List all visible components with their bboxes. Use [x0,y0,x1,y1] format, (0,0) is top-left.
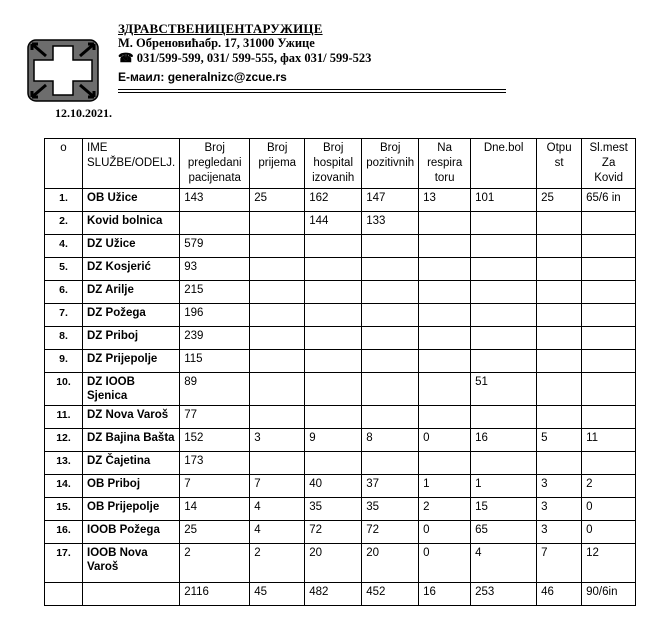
row-number: 9. [45,350,83,373]
table-cell [537,212,582,235]
table-cell [250,350,305,373]
table-row [45,373,636,406]
table-cell [582,406,636,429]
table-cell: 90/6in [582,583,636,606]
table-cell [419,258,471,281]
hospital-statistics-table [44,138,636,606]
table-cell: 2 [582,475,636,498]
service-name: DZ Kosjerić [83,258,180,281]
table-row [45,544,636,583]
table-cell: 16 [419,583,471,606]
table-cell [250,452,305,475]
table-row [45,521,636,544]
table-row [45,429,636,452]
table-cell [362,350,419,373]
table-cell: 15 [471,498,537,521]
table-cell [419,373,471,406]
table-cell: 4 [250,521,305,544]
table-row [45,327,636,350]
table-cell: 239 [180,327,250,350]
table-cell [537,350,582,373]
service-name: DZ Čajetina [83,452,180,475]
table-cell [582,304,636,327]
table-cell: 215 [180,281,250,304]
table-cell: 25 [180,521,250,544]
table-cell [180,212,250,235]
table-row [45,258,636,281]
header-divider [118,89,506,90]
row-number: 5. [45,258,83,281]
row-number: 15. [45,498,83,521]
table-cell: 16 [471,429,537,452]
table-cell: 7 [250,475,305,498]
table-cell: 7 [180,475,250,498]
table-cell: 37 [362,475,419,498]
table-cell [471,304,537,327]
table-cell [419,235,471,258]
row-number: 4. [45,235,83,258]
service-name: DZ Užice [83,235,180,258]
table-cell: 0 [419,544,471,583]
table-cell [582,212,636,235]
table-cell: 144 [305,212,362,235]
table-cell [250,304,305,327]
table-cell: 196 [180,304,250,327]
table-cell: 72 [305,521,362,544]
row-number: 1. [45,189,83,212]
table-cell [362,304,419,327]
table-cell [305,350,362,373]
service-name: DZ Bajina Bašta [83,429,180,452]
table-cell: 2 [250,544,305,583]
column-header: Sl.mest Za Kovid [582,139,636,189]
column-header: Broj pregledani pacijenata [180,139,250,189]
table-row [45,189,636,212]
table-row [45,281,636,304]
service-name: Kovid bolnica [83,212,180,235]
table-cell [250,373,305,406]
table-cell: 1 [419,475,471,498]
table-cell [305,304,362,327]
table-cell [419,327,471,350]
column-header: Broj pozitivnih [362,139,419,189]
row-number: 13. [45,452,83,475]
table-cell [250,281,305,304]
table-cell: 3 [537,475,582,498]
medical-cross-logo-icon [27,39,99,102]
table-cell [582,258,636,281]
header-divider [118,92,506,93]
table-cell [305,373,362,406]
table-cell [419,212,471,235]
table-cell [419,350,471,373]
row-number: 2. [45,212,83,235]
table-row [45,235,636,258]
table-cell: 9 [305,429,362,452]
table-cell [362,406,419,429]
service-name: OB Užice [83,189,180,212]
table-cell [471,212,537,235]
table-cell: 12 [582,544,636,583]
service-name: OB Priboj [83,475,180,498]
table-cell [305,452,362,475]
table-cell: 0 [582,521,636,544]
table-cell [362,235,419,258]
table-cell [537,373,582,406]
table-cell: 72 [362,521,419,544]
service-name: DZ Požega [83,304,180,327]
table-cell: 162 [305,189,362,212]
letterhead [118,22,371,84]
table-cell [362,281,419,304]
table-cell: 77 [180,406,250,429]
table-cell [362,452,419,475]
table-cell [250,327,305,350]
table-cell [305,258,362,281]
table-cell: 65/6 in [582,189,636,212]
table-cell [471,327,537,350]
table-cell: 2 [419,498,471,521]
table-row [45,452,636,475]
service-name: DZ Arilje [83,281,180,304]
column-header: Dne.bol [471,139,537,189]
table-cell [537,304,582,327]
table-row [45,212,636,235]
table-cell: 35 [305,498,362,521]
column-header: Broj prijema [250,139,305,189]
table-cell: 65 [471,521,537,544]
table-cell [419,304,471,327]
table-cell [362,258,419,281]
table-cell: 115 [180,350,250,373]
row-number: 12. [45,429,83,452]
service-name: IOOB Požega [83,521,180,544]
row-number: 17. [45,544,83,583]
table-cell [582,452,636,475]
table-cell: 143 [180,189,250,212]
table-row [45,406,636,429]
column-header: IME SLUŽBE/ODELJ. [83,139,180,189]
table-cell [537,281,582,304]
table-cell: 45 [250,583,305,606]
table-cell [537,406,582,429]
row-number [45,583,83,606]
table-cell [537,327,582,350]
table-cell: 0 [419,429,471,452]
service-name [83,583,180,606]
table-header-row [45,139,636,189]
table-cell: 253 [471,583,537,606]
column-header: o [45,139,83,189]
service-name: DZ Priboj [83,327,180,350]
column-header: Broj hospital izovanih [305,139,362,189]
table-cell: 4 [250,498,305,521]
table-cell: 147 [362,189,419,212]
table-cell: 35 [362,498,419,521]
row-number: 8. [45,327,83,350]
table-cell: 14 [180,498,250,521]
table-cell [537,258,582,281]
table-cell [250,235,305,258]
table-cell [537,452,582,475]
table-cell [419,452,471,475]
table-cell [582,235,636,258]
table-cell: 51 [471,373,537,406]
table-row [45,583,636,606]
table-row [45,498,636,521]
table-cell: 20 [305,544,362,583]
table-cell: 2116 [180,583,250,606]
table-cell [305,406,362,429]
organization-email: Е-маил: generalnizc@zcue.rs [118,70,287,84]
table-cell [362,373,419,406]
table-cell: 7 [537,544,582,583]
table-cell: 173 [180,452,250,475]
row-number: 11. [45,406,83,429]
organization-address: М. Обреновићабр. 17, 31000 Ужице [118,36,315,50]
table-cell: 3 [537,521,582,544]
service-name: DZ IOOB Sjenica [83,373,180,406]
table-cell: 3 [250,429,305,452]
table-cell [471,350,537,373]
table-cell [471,452,537,475]
table-cell: 40 [305,475,362,498]
table-cell: 46 [537,583,582,606]
report-date: 12.10.2021. [55,106,112,120]
organization-phones: ☎ 031/599-599, 031/ 599-555, фах 031/ 599-523 [118,51,372,65]
table-cell: 89 [180,373,250,406]
table-cell [250,258,305,281]
service-name: DZ Nova Varoš [83,406,180,429]
table-cell: 482 [305,583,362,606]
table-cell: 0 [419,521,471,544]
organization-name: ЗДРАВСТВЕНИЦЕНТАРУЖИЦЕ [118,21,323,36]
row-number: 16. [45,521,83,544]
table-cell: 2 [180,544,250,583]
table-cell [419,406,471,429]
table-cell: 13 [419,189,471,212]
service-name: DZ Prijepolje [83,350,180,373]
table-cell: 452 [362,583,419,606]
table-cell: 152 [180,429,250,452]
table-cell: 25 [537,189,582,212]
table-cell [471,406,537,429]
table-cell: 5 [537,429,582,452]
column-header: Na respira toru [419,139,471,189]
table-cell: 3 [537,498,582,521]
service-name: IOOB Nova Varoš [83,544,180,583]
row-number: 6. [45,281,83,304]
row-number: 10. [45,373,83,406]
table-cell [305,235,362,258]
table-cell: 579 [180,235,250,258]
table-cell [250,212,305,235]
service-name: OB Prijepolje [83,498,180,521]
table-cell [305,281,362,304]
table-cell: 1 [471,475,537,498]
table-cell [471,258,537,281]
table-cell [582,373,636,406]
table-cell: 20 [362,544,419,583]
table-cell: 0 [582,498,636,521]
table-cell [362,327,419,350]
table-row [45,304,636,327]
row-number: 14. [45,475,83,498]
column-header: Otpu st [537,139,582,189]
table-cell: 8 [362,429,419,452]
table-row [45,475,636,498]
row-number: 7. [45,304,83,327]
table-cell [305,327,362,350]
table-cell: 101 [471,189,537,212]
table-cell [582,327,636,350]
table-cell [471,235,537,258]
table-cell [537,235,582,258]
table-cell: 4 [471,544,537,583]
table-cell: 11 [582,429,636,452]
table-cell [419,281,471,304]
table-cell [582,350,636,373]
table-cell [471,281,537,304]
table-cell [582,281,636,304]
table-cell: 25 [250,189,305,212]
table-cell: 93 [180,258,250,281]
table-row [45,350,636,373]
table-cell: 133 [362,212,419,235]
table-cell [250,406,305,429]
